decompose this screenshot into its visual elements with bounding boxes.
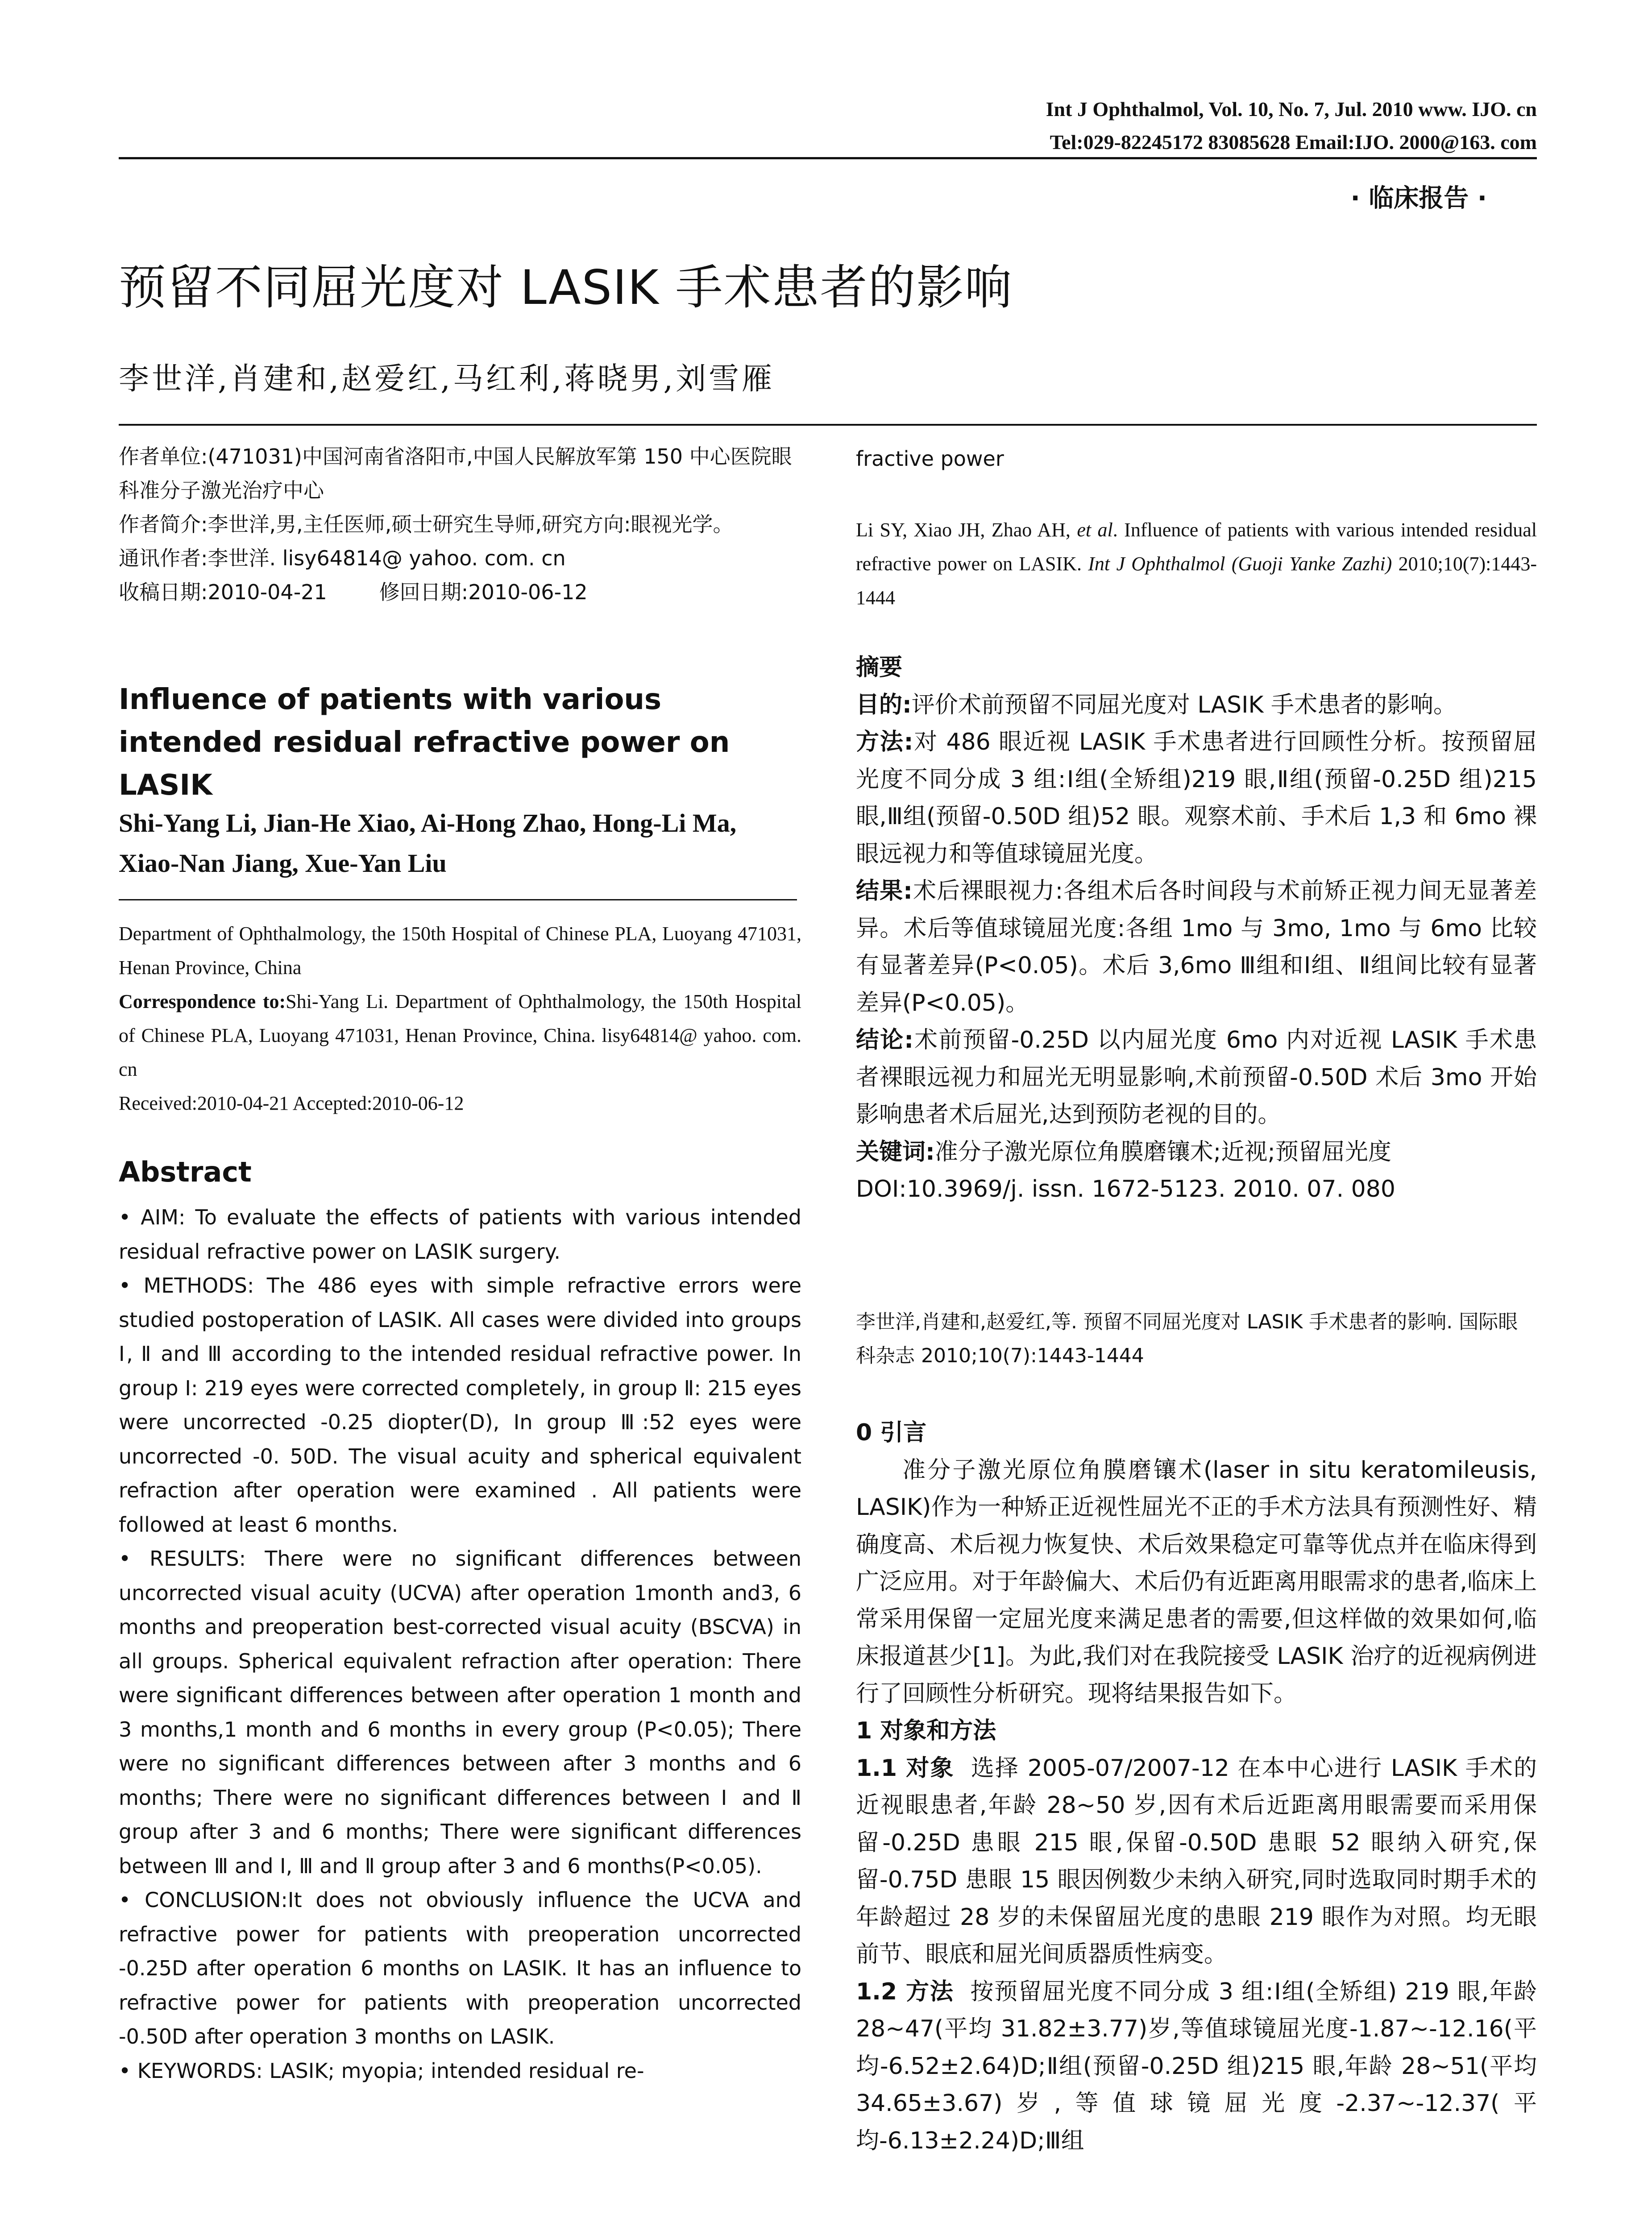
chinese-methods-label: 方法: (856, 729, 913, 755)
citation-journal: Int J Ophthalmol (Guoji Yanke Zazhi) (1088, 553, 1392, 575)
chinese-conclusion-text: 术前预留-0.25D 以内屈光度 6mo 内对近视 LASIK 手术患者裸眼远视力和屈光无明显影响,术前预留-0.50D 术后 3mo 开始影响患者术后屈光,达到预防老视的目的。 (856, 1027, 1537, 1128)
citation-etal: et al (1077, 519, 1113, 541)
journal-line: Int J Ophthalmol, Vol. 10, No. 7, Jul. 2010 www. IJO. cn (1046, 98, 1537, 120)
journal-header (734, 93, 1537, 159)
methods-heading: 1 对象和方法 (856, 1717, 996, 1744)
abstract-aim: • AIM: To evaluate the effects of patients with various intended residual refractive power on LASIK surgery. (119, 1205, 801, 1264)
english-dates: Received:2010-04-21 Accepted:2010-06-12 (119, 1092, 464, 1114)
correspondence-label: Correspondence to: (119, 991, 286, 1012)
title-rule (119, 424, 1537, 426)
contact-line: Tel:029-82245172 83085628 Email:IJO. 2000@163. com (1050, 131, 1537, 153)
english-title: Influence of patients with various intended residual refractive power on LASIK (119, 683, 730, 802)
chinese-aim-text: 评价术前预留不同屈光度对 LASIK 手术患者的影响。 (911, 691, 1457, 718)
chinese-results-label: 结果: (856, 878, 913, 904)
affiliation-unit: 作者单位:(471031)中国河南省洛阳市,中国人民解放军第 150 中心医院眼科准分子激光治疗中心 (119, 444, 792, 502)
abstract-heading: Abstract (119, 1156, 252, 1188)
chinese-results-text: 术后裸眼视力:各组术后各时间段与术前矫正视力间无显著差异。术后等值球镜屈光度:各组 1mo 与 3mo, 1mo 与 6mo 比较有显著差异(P<0.05)。术后 3,6mo Ⅲ组和Ⅰ组、Ⅱ组间比较有显著差异(P<0.05)。 (856, 878, 1537, 1016)
keywords-continuation: fractive power (856, 447, 1004, 471)
english-authors: Shi-Yang Li, Jian-He Xiao, Ai-Hong Zhao, Hong-Li Ma, Xiao-Nan Jiang, Xue-Yan Liu (119, 809, 737, 878)
body-text (856, 1414, 1537, 2160)
chinese-aim (856, 687, 1537, 724)
chinese-citation: 李世洋,肖建和,赵爱红,等. 预留不同屈光度对 LASIK 手术患者的影响. 国际眼科杂志 2010;10(7):1443-1444 (856, 1310, 1518, 1367)
chinese-methods-text: 对 486 眼近视 LASIK 手术患者进行回顾性分析。按预留屈光度不同分成 3 组:Ⅰ组(全矫组)219 眼,Ⅱ组(预留-0.25D 组)215 眼,Ⅲ组(预留-0.50D 组)52 眼。观察术前、手术后 1,3 和 6mo 裸眼远视力和等值球镜屈光度。 (856, 729, 1537, 867)
doi: DOI:10.3969/j. issn. 1672-5123. 2010. 07. 080 (856, 1176, 1395, 1203)
abstract-results: • RESULTS: There were no significant differences between uncorrected visual acuity (UCVA) after operation 1month and3, 6 months and preoperation best-corrected visual acuity (BSCVA) in all groups. Spherical equivalent refraction after operation: There were significant differences between after operation 1 month and 3 months,1 month and 6 months in every group (P<0.05); There were no significant differences between after 3 months and 6 months; There were no significant differences between Ⅰ and Ⅱ group after 3 and 6 months; There were significant differences between Ⅲ and Ⅰ, Ⅲ and Ⅱ group after 3 and 6 months(P<0.05). (119, 1547, 801, 1878)
affiliation-correspondence: 通讯作者:李世洋. lisy64814@ yahoo. com. cn (119, 546, 566, 570)
subjects-paragraph (856, 1750, 1537, 1974)
intro-paragraph: 准分子激光原位角膜磨镶术(laser in situ keratomileusis, LASIK)作为一种矫正近视性屈光不正的手术方法具有预测性好、精确度高、术后视力恢复快、术后效果稳定可靠等优点并在临床得到广泛应用。对于年龄偏大、术后仍有近距离用眼需求的患者,临床上常采用保留一定屈光度来满足患者的需要,但这样做的效果如何,临床报道甚少[1]。为此,我们对在我院接受 LASIK 治疗的近视病例进行了回顾性分析研究。现将结果报告如下。 (856, 1456, 1537, 1707)
chinese-keywords-label: 关键词: (856, 1138, 935, 1165)
abstract-keywords: • KEYWORDS: LASIK; myopia; intended residual re- (119, 2058, 644, 2083)
chinese-results (856, 873, 1537, 1022)
abstract-methods: • METHODS: The 486 eyes with simple refractive errors were studied postoperation of LASIK. All cases were divided into groups Ⅰ, Ⅱ and Ⅲ according to the intended residual refractive power. In group Ⅰ: 219 eyes were corrected completely, in group Ⅱ: 215 eyes were uncorrected -0.25 diopter(D), In group Ⅲ:52 eyes were uncorrected -0. 50D. The visual acuity and spherical equivalent refraction after operation were examined . All patients were followed at least 6 months. (119, 1273, 801, 1537)
header-rule (119, 157, 1537, 159)
abstract-body (119, 1200, 801, 2088)
method-text: 按预留屈光度不同分成 3 组:Ⅰ组(全矫组) 219 眼,年龄 28~47(平均 31.82±3.77)岁,等值球镜屈光度-1.87~-12.16(平均-6.52±2.64)D;Ⅱ组(预留-0.25D 组)215 眼,年龄 28~51(平均 34.65±3.67)岁,等值球镜屈光度-2.37~-12.37(平均-6.13±2.24)D;Ⅲ组 (856, 1978, 1537, 2154)
intro-heading: 0 引言 (856, 1419, 927, 1446)
english-authors-rule (119, 899, 797, 900)
citation-authors: Li SY, Xiao JH, Zhao AH, (856, 519, 1071, 541)
english-citation (856, 513, 1537, 615)
chinese-keywords (856, 1134, 1537, 1171)
citation-volume: 2010;10(7):1443-1444 (856, 553, 1537, 609)
english-correspondence (119, 985, 801, 1086)
chinese-abstract-heading: 摘要 (856, 654, 903, 681)
english-dept: Department of Ophthalmology, the 150th Hospital of Chinese PLA, Luoyang 471031, Henan Province, China (119, 923, 801, 979)
subjects-label: 1.1 对象 (856, 1754, 955, 1782)
chinese-conclusion (856, 1022, 1537, 1134)
affiliation-block (119, 440, 801, 609)
citation-title: . Influence of patients with various intended residual refractive power on LASIK. (856, 519, 1537, 575)
method-paragraph (856, 1974, 1537, 2160)
page-title: 预留不同屈光度对 LASIK 手术患者的影响 (119, 260, 1013, 315)
chinese-abstract (856, 649, 1537, 1208)
affiliation-bio: 作者简介:李世洋,男,主任医师,硕士研究生导师,研究方向:眼视光学。 (119, 512, 734, 536)
method-label: 1.2 方法 (856, 1978, 954, 2005)
subjects-text: 选择 2005-07/2007-12 在本中心进行 LASIK 手术的近视眼患者,年龄 28~50 岁,因有术后近距离用眼需要而采用保留-0.25D 患眼 215 眼,保留-0.50D 患眼 52 眼纳入研究,保留-0.75D 患眼 15 眼因例数少未纳入研究,同时选取同时期手术的年龄超过 28 岁的未保留屈光度的患眼 219 眼作为对照。均无眼前节、眼底和屈光间质器质性病变。 (856, 1754, 1537, 1968)
chinese-conclusion-label: 结论: (856, 1027, 913, 1053)
chinese-methods (856, 724, 1537, 873)
section-label: · 临床报告 · (1350, 184, 1487, 213)
english-affiliation (119, 917, 801, 1120)
abstract-conclusion: • CONCLUSION:It does not obviously influence the UCVA and refractive power for patients with preoperation uncorrected -0.25D after operation 6 months on LASIK. It has an influence to refractive power for patients with preoperation uncorrected -0.50D after operation 3 months on LASIK. (119, 1888, 801, 2049)
chinese-keywords-text: 准分子激光原位角膜磨镶术;近视;预留屈光度 (934, 1138, 1391, 1165)
affiliation-dates: 收稿日期:2010-04-21 修回日期:2010-06-12 (119, 580, 588, 604)
correspondence-text: Shi-Yang Li. Department of Ophthalmology, the 150th Hospital of Chinese PLA, Luoyang 471031, Henan Province, China. lisy64814@ yahoo. com. cn (119, 991, 802, 1080)
author-list: 李世洋,肖建和,赵爱红,马红利,蒋晓男,刘雪雁 (119, 361, 775, 397)
chinese-aim-label: 目的: (856, 691, 912, 718)
